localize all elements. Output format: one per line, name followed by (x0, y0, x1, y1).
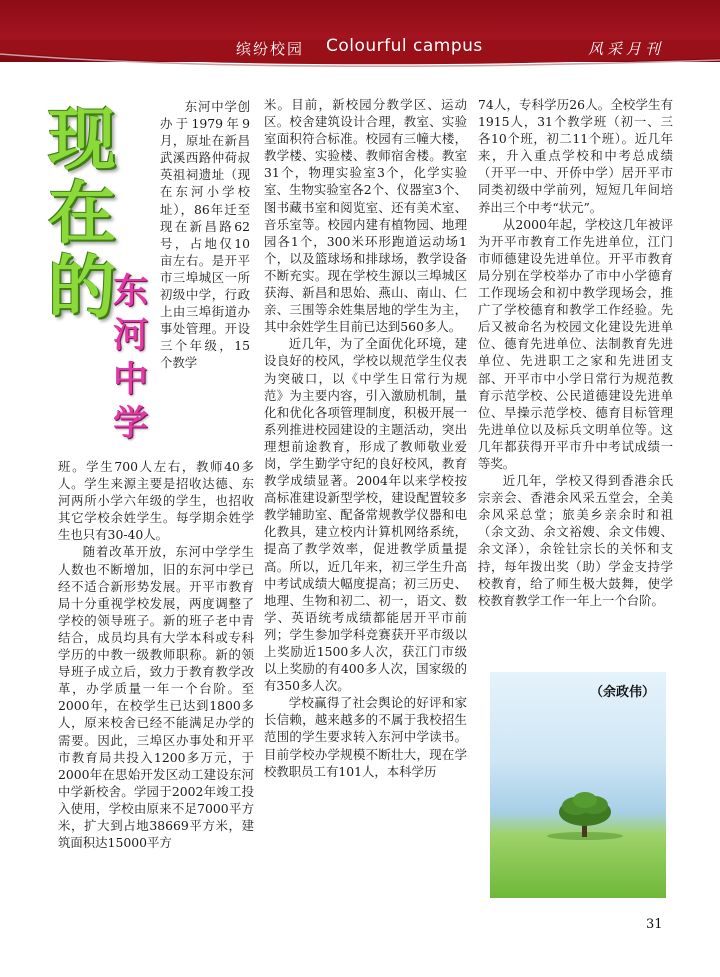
article-paragraph: 随着改革开放，东河中学学生人数也不断增加，旧的东河中学已经不适合新形势发展。开平市教育局十分重视学校发展，两度调整了学校的领导班子。新的班子老中青结合，成员均具有大学本科或专科学历的中教一级教师职称。新的领导班子成立后，致力于教育教学改革，办学质量一年一个台阶。至2000年，在校学生已达到1800多人，原来校舍已经不能满足办学的需要。因此，三埠区办事处和开平市教育局共投入1200多万元，于2000年在思始开发区动工建设东河中学新校舍。学园于2002年竣工投入使用，学校由原来不足7000平方米，扩大到占地38669平方米，建筑面积达15000平方 (58, 544, 254, 851)
article-column-2 (264, 96, 467, 780)
article-paragraph: 学校赢得了社会舆论的好评和家长信赖，越来越多的不属于我校招生范围的学生要求转入东河中学读书。目前学校办学规模不断壮大，现在学校教职员工有101人，本科学历 (264, 695, 467, 779)
article-paragraph: 74人，专科学历26人。全校学生有1915人，31个教学班（初一、三各10个班，初二11个班）。近几年来，升入重点学校和中考总成绩（开平一中、开侨中学）居开平市同类初级中学前列，短短几年间培养出三个中考“状元”。 (478, 97, 673, 215)
header-section-en: Colourful campus (326, 36, 483, 56)
article-column-1-wide (58, 458, 254, 851)
article-paragraph: 班。学生700人左右，教师40多人。学生来源主要是招收达德、东河两所小学六年级的学生，也招收其它学校余姓学生。每学期余姓学生也只有30-40人。 (58, 459, 254, 543)
article-column-3 (478, 96, 673, 609)
main-title-char: 的 (48, 249, 117, 328)
sub-title-char: 河 (113, 316, 149, 356)
header-magazine-name: 风采月刊 (588, 40, 665, 58)
article-paragraph: 从2000年起，学校这几年被评为开平市教育工作先进单位，江门市师德建设先进单位。开平市教育局分别在学校举办了市中小学德育工作现场会和初中教学现场会，推广了学校德育和教学工作经验。先后又被命名为校园文化建设先进单位、德育先进单位、法制教育先进单位、先进职工之家和先进团支部、开平市中小学日常行为规范教育示范学校、公民道德建设先进单位、旱操示范学校、德育目标管理先进单位以及标兵文明单位等。这几年都获得开平市升中考试成绩一等奖。 (478, 216, 673, 471)
header-section-cn: 缤纷校园 (236, 40, 305, 58)
article-paragraph: 近几年，为了全面优化环境，建设良好的校风，学校以规范学生仪表为突破口，以《中学生日常行为规范》为主要内容，引入激励机制，量化和优化各项管理制度，积极开展一系列推进校园建设的主题活动，突出理想前途教育，形成了教师敬业爱岗，学生勤学守纪的良好校风，教育教学成绩显著。2004年以来学校按高标准建设新型学校，建设配置较多教学辅助室、配备常规教学仪器和电化教具，建立校内计算机网络系统，提高了教学效率，促进教学质量提高。所以，近几年来，初三学生升高中考试成绩大幅度提高；初三历史、地理、生物和初二、初一，语文、数学、英语统考成绩都能居开平市前列；学生参加学科竞赛获开平市级以上奖励近1500多人次，获江门市级以上奖励的有400多人次，国家级的有350多人次。 (264, 336, 467, 694)
main-title-char: 现 (48, 101, 117, 180)
main-title-char: 在 (48, 175, 117, 254)
article-column-1-narrow (160, 98, 250, 372)
sub-title-char: 中 (113, 360, 149, 400)
page-number: 31 (646, 917, 663, 932)
article-paragraph: 米。目前，新校园分教学区、运动区。校舍建筑设计合理，教室、实验室面积符合标准。校园有三幢大楼，教学楼、实验楼、教师宿舍楼。教室31个，物理实验室3个，化学实验室、生物实验室各2个、仪器室3个、图书藏书室和阅览室、还有美术室、音乐室等。校园内建有植物园、地理园各1个，300米环形跑道运动场1个，以及篮球场和排球场，教学设备不断充实。现在学校生源以三埠城区获海、新昌和思始、燕山、南山、仁亲、三围等余姓集居地的学生为主，其中余姓学生目前已达到560多人。 (264, 97, 467, 335)
sub-title-char: 东 (113, 272, 149, 312)
sub-title-school-name (113, 270, 158, 446)
article-paragraph: 东河中学创办于1979年9月，原址在新昌武溪西路仲荷叔英祖祠遗址（现在东河小学校址），86年迁至现在新昌路62号，占地仅10亩左右。是开平市三埠城区一所初级中学，行政上由三埠街道办事处管理。开设三个年级，15个教学 (160, 99, 250, 371)
landscape-tree-photo (490, 672, 666, 898)
article-paragraph: 近几年，学校又得到香港余氏宗亲会、香港余风采五堂会，全美余风采总堂；旅美乡亲余时和祖（余文劲、余文裕嫂、余文伟嫂、余文泽），余铨钍宗长的关怀和支持，每年拨出奖（助）学金支持学校教育，给了师生极大鼓舞，使学校教育教学工作一年上一个台阶。 (478, 473, 673, 608)
photo-credit: （余政伟） (590, 685, 656, 700)
sub-title-char: 学 (113, 404, 149, 444)
tree-illustration (490, 672, 666, 898)
